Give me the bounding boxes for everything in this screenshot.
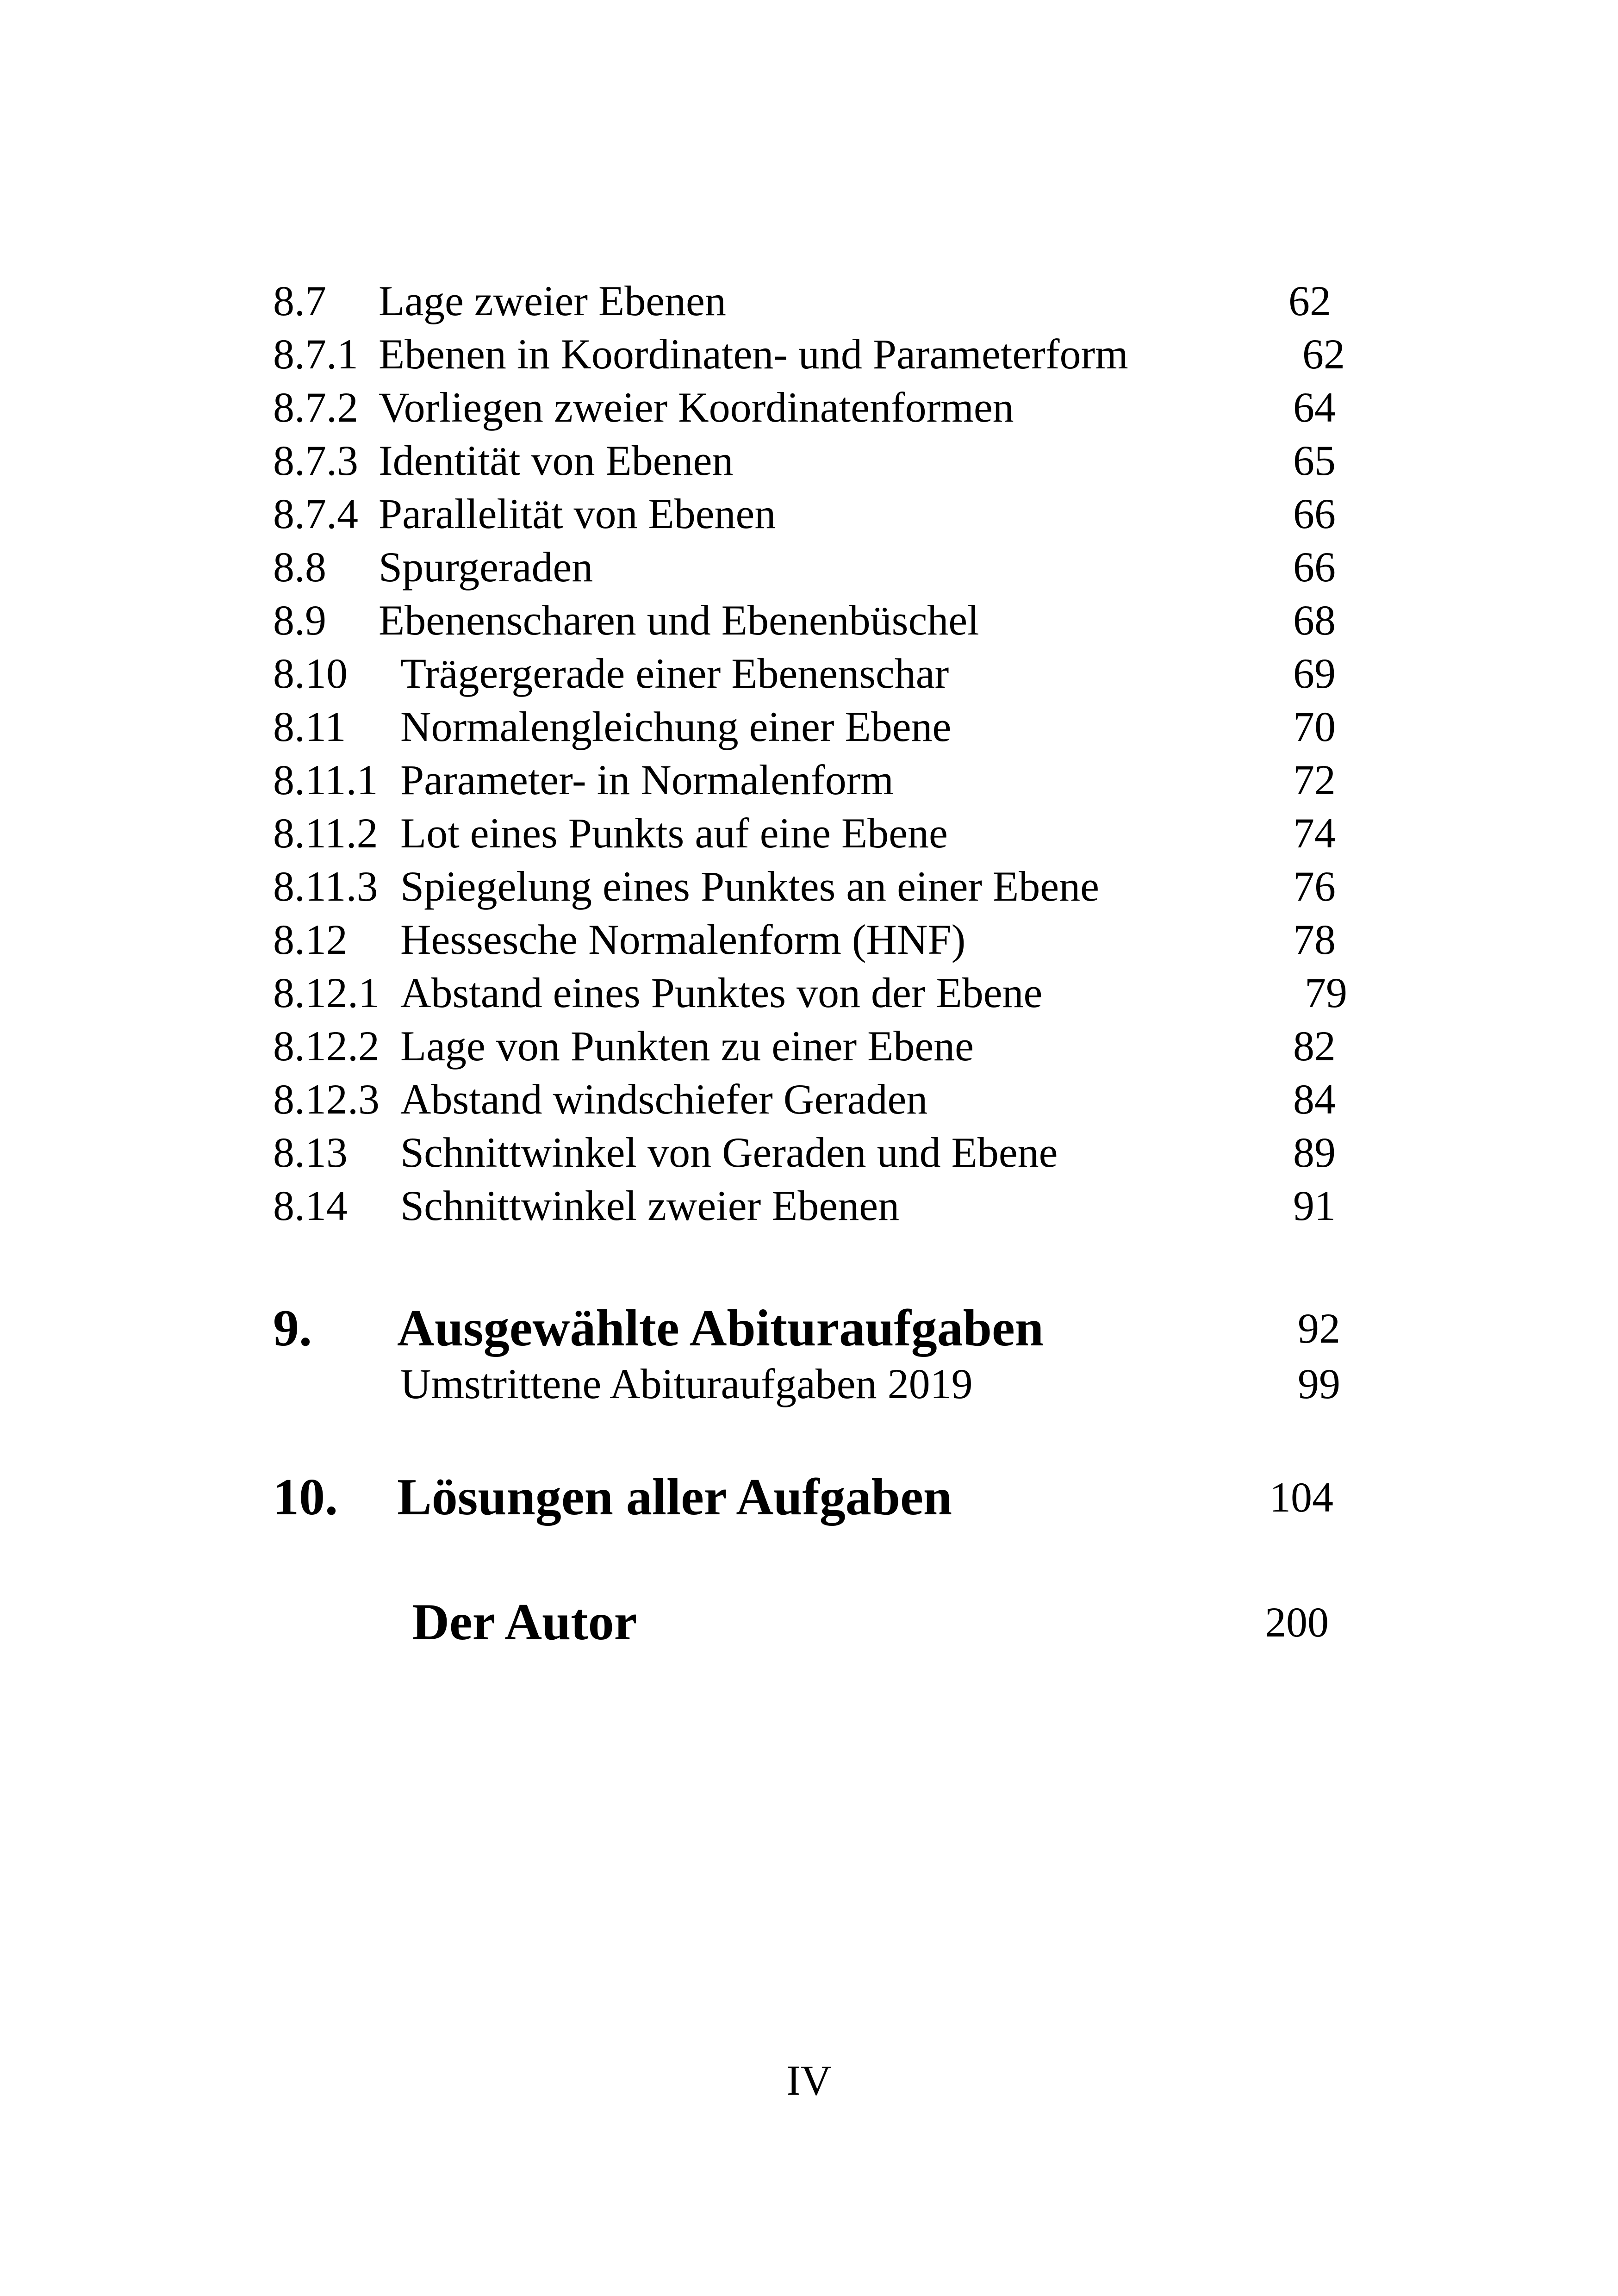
toc-title: Ebenenscharen und Ebenenbüschel	[379, 597, 979, 644]
toc-title: Abstand windschiefer Geraden	[400, 1076, 928, 1123]
toc-number: 8.12	[273, 916, 348, 963]
toc-title: Parameter- in Normalenform	[400, 756, 894, 803]
toc-entry	[0, 541, 1618, 592]
toc-entry	[0, 648, 1618, 699]
toc-page: 79	[1305, 969, 1347, 1016]
chapter-page: 92	[1298, 1305, 1340, 1352]
toc-number: 8.11.3	[273, 863, 378, 910]
toc-page: 91	[1293, 1182, 1336, 1229]
toc-title: Lage zweier Ebenen	[379, 277, 726, 324]
toc-number: 8.12.2	[273, 1022, 380, 1070]
toc-page: 72	[1293, 756, 1336, 803]
toc-number: 8.7.4	[273, 490, 358, 537]
toc-title: Lage von Punkten zu einer Ebene	[400, 1022, 974, 1070]
toc-entry	[0, 967, 1618, 1018]
chapter-number: 9.	[273, 1300, 312, 1357]
chapter-heading-10	[0, 1467, 1618, 1527]
toc-page: 68	[1293, 597, 1336, 644]
toc-title: Trägergerade einer Ebenenschar	[400, 650, 949, 697]
toc-title: Identität von Ebenen	[379, 437, 734, 484]
chapter-page: 104	[1270, 1474, 1333, 1521]
toc-page: 69	[1293, 650, 1336, 697]
toc-title: Vorliegen zweier Koordinatenformen	[379, 384, 1014, 431]
toc-number: 8.7.2	[273, 384, 358, 431]
toc-page: 65	[1293, 437, 1336, 484]
toc-page: 70	[1293, 703, 1336, 750]
toc-entry	[0, 275, 1618, 326]
toc-title: Hessesche Normalenform (HNF)	[400, 916, 966, 963]
toc-page: 64	[1293, 384, 1336, 431]
toc-page: 74	[1293, 809, 1336, 857]
chapter-title: Ausgewählte Abituraufgaben	[397, 1300, 1044, 1357]
toc-number: 8.9	[273, 597, 326, 644]
toc-title: Abstand eines Punktes von der Ebene	[400, 969, 1043, 1016]
toc-entry	[0, 488, 1618, 539]
toc-entry	[0, 1074, 1618, 1125]
chapter-heading-9	[0, 1298, 1618, 1358]
toc-title: Schnittwinkel zweier Ebenen	[400, 1182, 900, 1229]
toc-number: 8.7.3	[273, 437, 358, 484]
toc-entry	[0, 1020, 1618, 1071]
toc-page: 82	[1293, 1022, 1336, 1070]
toc-entry	[0, 861, 1618, 912]
toc-page: 66	[1293, 543, 1336, 591]
author-title: Der Autor	[412, 1593, 637, 1651]
toc-entry	[0, 808, 1618, 859]
toc-entry	[0, 754, 1618, 805]
chapter-number: 10.	[273, 1468, 338, 1526]
toc-page: 78	[1293, 916, 1336, 963]
toc-title: Spurgeraden	[379, 543, 593, 591]
toc-page: 62	[1288, 277, 1331, 324]
toc-number: 8.10	[273, 650, 348, 697]
toc-title: Spiegelung eines Punktes an einer Ebene	[400, 863, 1099, 910]
toc-entry	[0, 701, 1618, 752]
toc-number: 8.12.1	[273, 969, 380, 1016]
toc-number: 8.11	[273, 703, 346, 750]
toc-page: 66	[1293, 490, 1336, 537]
toc-number: 8.8	[273, 543, 326, 591]
toc-number: 8.12.3	[273, 1076, 380, 1123]
toc-entry	[0, 914, 1618, 965]
toc-entry	[0, 435, 1618, 486]
toc-title: Normalengleichung einer Ebene	[400, 703, 952, 750]
toc-sub-entry	[0, 1358, 1618, 1409]
page-number: IV	[786, 2057, 832, 2104]
toc-page: 62	[1302, 330, 1345, 378]
toc-page: 76	[1293, 863, 1336, 910]
toc-number: 8.11.2	[273, 809, 378, 857]
toc-number: 8.11.1	[273, 756, 378, 803]
toc-entry	[0, 329, 1618, 380]
toc-page: 84	[1293, 1076, 1336, 1123]
toc-number: 8.7.1	[273, 330, 358, 378]
toc-entry	[0, 595, 1618, 646]
toc-title: Ebenen in Koordinaten- und Parameterform	[379, 330, 1128, 378]
toc-number: 8.13	[273, 1129, 348, 1176]
author-entry	[0, 1592, 1618, 1652]
toc-entry	[0, 1180, 1618, 1231]
toc-page: 99	[1298, 1360, 1340, 1407]
toc-title: Parallelität von Ebenen	[379, 490, 776, 537]
toc-page: 89	[1293, 1129, 1336, 1176]
toc-title: Umstrittene Abituraufgaben 2019	[400, 1360, 973, 1407]
toc-entry	[0, 1127, 1618, 1178]
toc-number: 8.14	[273, 1182, 348, 1229]
author-page: 200	[1265, 1599, 1329, 1646]
toc-title: Schnittwinkel von Geraden und Ebene	[400, 1129, 1058, 1176]
toc-number: 8.7	[273, 277, 326, 324]
toc-entry	[0, 382, 1618, 433]
chapter-title: Lösungen aller Aufgaben	[397, 1468, 952, 1526]
toc-title: Lot eines Punkts auf eine Ebene	[400, 809, 948, 857]
